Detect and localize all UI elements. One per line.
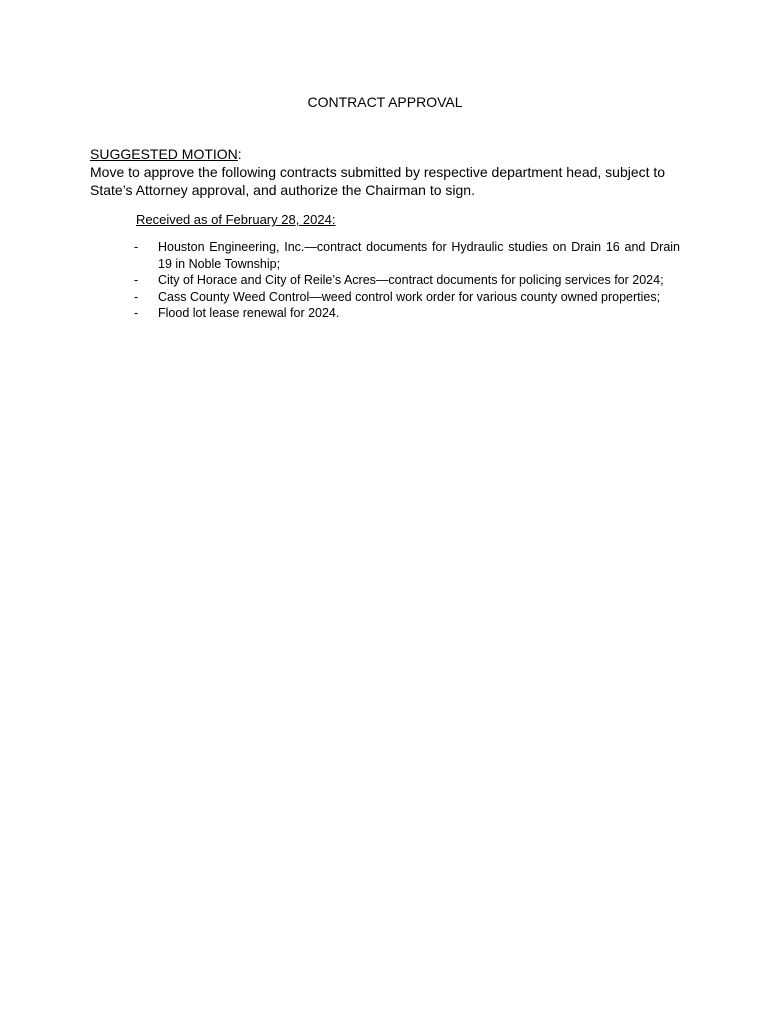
list-item <box>134 289 680 306</box>
list-item-text: Cass County Weed Control—weed control work order for various county owned properties; <box>158 289 661 304</box>
list-item <box>134 305 680 322</box>
list-item-text: Houston Engineering, Inc.—contract documents for Hydraulic studies on Drain 16 and Drain 19 in Noble Township; <box>158 240 680 271</box>
list-item-text: City of Horace and City of Reile’s Acres—contract documents for policing services for 2024; <box>158 273 664 288</box>
motion-label-suffix: : <box>237 146 242 162</box>
page-title: CONTRACT APPROVAL <box>307 94 463 110</box>
contract-list <box>134 239 680 322</box>
motion-label: SUGGESTED MOTION <box>90 146 238 162</box>
received-heading: Received as of February 28, 2024: <box>136 212 336 227</box>
list-bullet: - <box>134 273 139 288</box>
list-item <box>134 239 680 272</box>
suggested-motion <box>90 145 700 199</box>
list-item-text: Flood lot lease renewal for 2024. <box>158 306 340 321</box>
list-bullet: - <box>134 240 139 254</box>
list-bullet: - <box>134 306 139 321</box>
list-bullet: - <box>134 289 139 304</box>
list-item <box>134 272 680 289</box>
motion-text: Move to approve the following contracts submitted by respective department head, subject to State’s Attorney approval, and authorize the Chairman to sign. <box>90 164 666 198</box>
